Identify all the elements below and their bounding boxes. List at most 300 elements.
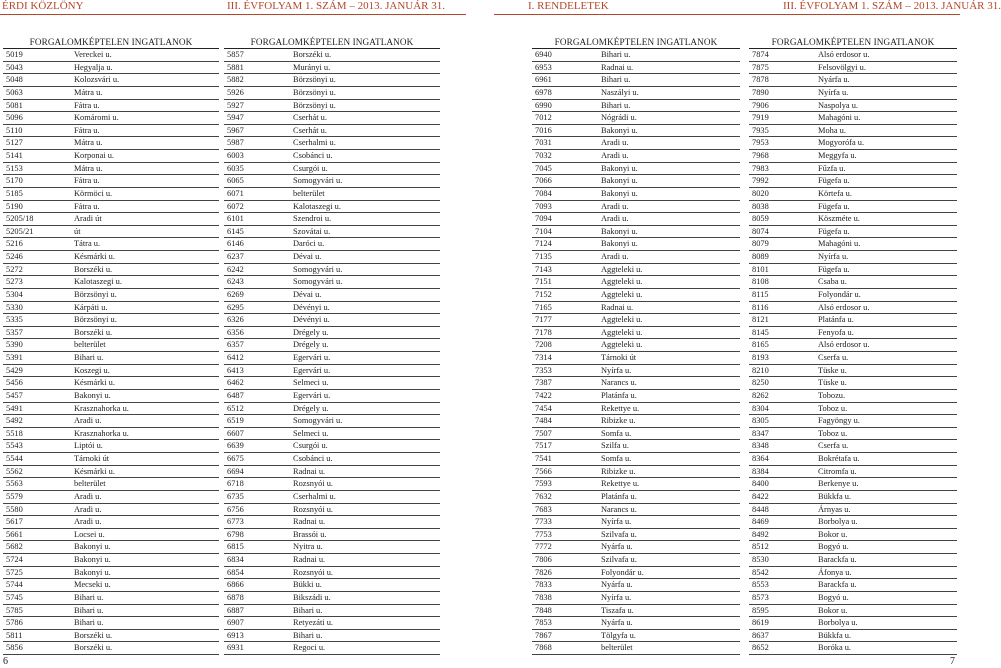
- parcel-number: 6866: [227, 580, 244, 590]
- table-row: [224, 87, 440, 100]
- issue-info-right: III. ÉVFOLYAM 1. SZÁM – 2013. JANUÁR 31.: [783, 0, 1001, 12]
- street-name: Bihari u.: [74, 605, 104, 615]
- table-row: [749, 87, 957, 100]
- table-row: [3, 554, 219, 567]
- page-number-right: 7: [950, 656, 955, 667]
- street-name: Bakonyi u.: [601, 226, 638, 236]
- street-name: Tiszafa u.: [601, 605, 634, 615]
- parcel-number: 6242: [227, 264, 244, 274]
- parcel-number: 6487: [227, 390, 244, 400]
- parcel-number: 5579: [6, 491, 23, 501]
- street-name: Bükkfa u.: [818, 491, 852, 501]
- street-name: Daróci u.: [293, 239, 325, 249]
- table-row: [224, 175, 440, 188]
- street-name: Fügefa u.: [818, 226, 850, 236]
- street-name: Nyírfa u.: [601, 517, 632, 527]
- parcel-number: 6675: [227, 454, 244, 463]
- street-name: Drégely u.: [293, 340, 329, 350]
- parcel-number: 8553: [752, 580, 769, 590]
- street-name: Fügefa u.: [818, 176, 850, 186]
- parcel-number: 5141: [6, 151, 23, 160]
- street-name: Bihari u.: [601, 50, 631, 59]
- parcel-number: 5081: [6, 100, 23, 110]
- parcel-number: 5304: [6, 289, 23, 299]
- table-row: [532, 403, 740, 416]
- street-name: Börzsönyi u.: [293, 75, 336, 85]
- table-row: [3, 201, 219, 214]
- table-row: [532, 478, 740, 491]
- table-row: [532, 74, 740, 87]
- table-row: [749, 617, 957, 630]
- parcel-number: 7454: [535, 403, 552, 413]
- publication-title: ÉRDI KÖZLÖNY: [2, 0, 84, 12]
- parcel-number: 6834: [227, 555, 244, 564]
- table-row: [532, 630, 740, 643]
- street-name: Mátra u.: [74, 138, 103, 148]
- street-name: Radnai u.: [601, 62, 634, 72]
- parcel-number: 6326: [227, 315, 244, 325]
- street-name: Hegyalja u.: [74, 62, 113, 72]
- street-name: Egervári u.: [293, 390, 331, 400]
- street-name: Radnai u.: [293, 555, 326, 564]
- parcel-number: 5216: [6, 239, 23, 249]
- street-name: Körmöci u.: [74, 188, 113, 198]
- street-name: Somfa u.: [601, 428, 632, 438]
- table-row: [532, 100, 740, 113]
- table-row: [224, 529, 440, 542]
- street-name: Csobánci u.: [293, 454, 333, 463]
- table-row: [532, 226, 740, 239]
- street-name: Retyezáti u.: [293, 618, 333, 628]
- parcel-number: 6146: [227, 239, 244, 249]
- parcel-number: 8573: [752, 592, 769, 602]
- table-row: [749, 327, 957, 340]
- parcel-number: 7353: [535, 365, 552, 375]
- street-name: Nyírfa u.: [818, 87, 849, 97]
- street-name: Rekettye u.: [601, 403, 640, 413]
- parcel-number: 6978: [535, 87, 552, 97]
- street-name: Naspolya u.: [818, 100, 859, 110]
- street-name: Késmárki u.: [74, 466, 115, 476]
- street-name: Korponai u.: [74, 151, 115, 160]
- table-row: [532, 201, 740, 214]
- street-name: út: [74, 226, 81, 236]
- table-row: [532, 238, 740, 251]
- street-name: Bihari u.: [74, 592, 104, 602]
- table-row: [3, 390, 219, 403]
- table-row: [3, 150, 219, 163]
- parcel-number: 7919: [752, 113, 769, 123]
- street-name: belterület: [74, 340, 106, 350]
- table-row: [3, 617, 219, 630]
- table-row: [224, 365, 440, 378]
- table-row: [224, 440, 440, 453]
- parcel-number: 7935: [752, 125, 769, 135]
- parcel-number: 6462: [227, 378, 244, 388]
- table-row: [749, 314, 957, 327]
- parcel-number: 7868: [535, 643, 552, 653]
- street-name: belterület: [293, 188, 325, 198]
- table-row: [224, 504, 440, 517]
- street-name: Fügefa u.: [818, 201, 850, 211]
- table-row: [224, 74, 440, 87]
- table-row: [532, 592, 740, 605]
- parcel-number: 5170: [6, 176, 23, 186]
- table-row: [3, 541, 219, 554]
- table-row: [3, 251, 219, 264]
- street-name: Bihari u.: [74, 618, 104, 628]
- table-column-4: [749, 36, 957, 655]
- parcel-number: 5153: [6, 163, 23, 173]
- table-row: [224, 605, 440, 618]
- parcel-number: 6931: [227, 643, 244, 653]
- street-name: Borszéki u.: [74, 630, 113, 640]
- street-name: Nyárfa u.: [601, 542, 633, 552]
- table-row: [532, 567, 740, 580]
- table-row: [224, 251, 440, 264]
- parcel-number: 6413: [227, 365, 244, 375]
- street-name: Bokor u.: [818, 529, 848, 539]
- table-row: [749, 415, 957, 428]
- street-name: Köszméte u.: [818, 214, 860, 224]
- street-name: Rekettye u.: [601, 479, 640, 489]
- table-row: [224, 100, 440, 113]
- parcel-number: 8089: [752, 252, 769, 261]
- table-row: [532, 163, 740, 176]
- parcel-number: 5562: [6, 466, 23, 476]
- parcel-number: 7874: [752, 50, 769, 59]
- parcel-number: 7833: [535, 580, 552, 590]
- parcel-number: 5882: [227, 75, 244, 85]
- parcel-number: 6940: [535, 50, 552, 59]
- street-name: Alsó erdosor u.: [818, 340, 870, 350]
- street-name: Aradi u.: [74, 517, 102, 527]
- table-row: [3, 403, 219, 416]
- parcel-number: 7484: [535, 416, 552, 426]
- street-name: Radnai u.: [601, 302, 634, 312]
- table-row: [3, 226, 219, 239]
- table-row: [532, 264, 740, 277]
- table-row: [532, 365, 740, 378]
- table-row: [224, 276, 440, 289]
- table-row: [3, 415, 219, 428]
- parcel-number: 7541: [535, 454, 552, 463]
- street-name: Bakonyi u.: [74, 542, 111, 552]
- parcel-number: 5492: [6, 416, 23, 426]
- parcel-number: 6913: [227, 630, 244, 640]
- parcel-number: 8364: [752, 454, 769, 463]
- parcel-number: 6295: [227, 302, 244, 312]
- table-row: [532, 188, 740, 201]
- street-name: Ribizke u.: [601, 466, 636, 476]
- street-name: Fűzfa u.: [818, 163, 846, 173]
- street-name: Bogyó u.: [818, 542, 849, 552]
- street-name: Cserfa u.: [818, 441, 849, 451]
- header-rule-left: [0, 14, 466, 15]
- table-row: [532, 504, 740, 517]
- parcel-number: 6145: [227, 226, 244, 236]
- parcel-number: 5429: [6, 365, 23, 375]
- parcel-number: 5543: [6, 441, 23, 451]
- table-row: [3, 377, 219, 390]
- parcel-number: 6071: [227, 188, 244, 198]
- parcel-number: 5987: [227, 138, 244, 148]
- street-name: Murányi u.: [293, 62, 331, 72]
- street-name: Tátra u.: [74, 239, 101, 249]
- table-row: [3, 188, 219, 201]
- table-row: [749, 592, 957, 605]
- parcel-number: 6035: [227, 163, 244, 173]
- street-name: Bikszádi u.: [293, 592, 331, 602]
- table-row: [224, 264, 440, 277]
- street-name: Fagyöngy u.: [818, 416, 860, 426]
- parcel-number: 8079: [752, 239, 769, 249]
- street-name: Bakonyi u.: [601, 239, 638, 249]
- table-row: [532, 466, 740, 479]
- table-row: [749, 428, 957, 441]
- parcel-number: 7853: [535, 618, 552, 628]
- table-row: [224, 390, 440, 403]
- table-row: [224, 567, 440, 580]
- table-row: [224, 415, 440, 428]
- street-name: Radnai u.: [293, 466, 326, 476]
- table-row: [749, 516, 957, 529]
- street-name: Áfonya u.: [818, 567, 852, 577]
- parcel-number: 6694: [227, 466, 244, 476]
- table-row: [749, 466, 957, 479]
- parcel-number: 7124: [535, 239, 552, 249]
- street-name: Bakonyi u.: [74, 567, 111, 577]
- table-row: [3, 87, 219, 100]
- table-row: [532, 213, 740, 226]
- parcel-number: 8145: [752, 327, 769, 337]
- parcel-number: 8115: [752, 289, 769, 299]
- street-name: Cserhalmi u.: [293, 491, 336, 501]
- parcel-number: 6990: [535, 100, 552, 110]
- street-name: Mátra u.: [74, 87, 103, 97]
- parcel-number: 8059: [752, 214, 769, 224]
- street-name: Fátra u.: [74, 176, 100, 186]
- street-name: Somogyvári u.: [293, 416, 343, 426]
- parcel-number: 7104: [535, 226, 552, 236]
- table-row: [224, 579, 440, 592]
- parcel-number: 7983: [752, 163, 769, 173]
- table-row: [224, 642, 440, 655]
- street-name: Bihari u.: [601, 75, 631, 85]
- parcel-number: 5205/18: [6, 214, 34, 224]
- street-name: Nógrádi u.: [601, 113, 637, 123]
- parcel-number: 8193: [752, 353, 769, 362]
- street-name: Borszéki u.: [74, 264, 113, 274]
- street-name: Fenyofa u.: [818, 327, 854, 337]
- street-name: Cserfa u.: [818, 353, 849, 362]
- parcel-number: 8074: [752, 226, 769, 236]
- table-row: [749, 264, 957, 277]
- table-row: [224, 516, 440, 529]
- street-name: Bogyó u.: [818, 592, 849, 602]
- parcel-number: 7875: [752, 62, 769, 72]
- street-name: Dévai u.: [293, 252, 322, 261]
- street-name: Selmeci u.: [293, 378, 329, 388]
- parcel-number: 7632: [535, 491, 552, 501]
- street-name: Aggteleki u.: [601, 289, 643, 299]
- parcel-number: 6718: [227, 479, 244, 489]
- table-row: [224, 428, 440, 441]
- parcel-number: 7177: [535, 315, 552, 325]
- parcel-number: 5947: [227, 113, 244, 123]
- parcel-number: 5457: [6, 390, 23, 400]
- parcel-number: 5811: [6, 630, 23, 640]
- street-name: Fügefa u.: [818, 264, 850, 274]
- parcel-number: 5491: [6, 403, 23, 413]
- street-name: Komáromi u.: [74, 113, 119, 123]
- parcel-number: 6773: [227, 517, 244, 527]
- parcel-number: 7143: [535, 264, 552, 274]
- table-row: [749, 188, 957, 201]
- street-name: Narancs u.: [601, 378, 637, 388]
- table-row: [3, 529, 219, 542]
- table-row: [224, 377, 440, 390]
- street-name: Dévényi u.: [293, 302, 330, 312]
- parcel-number: 7848: [535, 605, 552, 615]
- street-name: Cserhát u.: [293, 113, 327, 123]
- parcel-number: 6815: [227, 542, 244, 552]
- table-row: [532, 516, 740, 529]
- parcel-number: 5272: [6, 264, 23, 274]
- table-row: [749, 175, 957, 188]
- table-row: [532, 49, 740, 62]
- street-name: Liptói u.: [74, 441, 103, 451]
- parcel-number: 7992: [752, 176, 769, 186]
- street-name: Bakonyi u.: [601, 176, 638, 186]
- parcel-number: 6798: [227, 529, 244, 539]
- street-name: Drégely u.: [293, 403, 329, 413]
- section-title: I. RENDELETEK: [528, 0, 609, 12]
- header-rule-right: [494, 14, 960, 15]
- parcel-number: 5724: [6, 555, 23, 564]
- table-row: [749, 276, 957, 289]
- table-row: [224, 49, 440, 62]
- street-name: Barackfa u.: [818, 555, 857, 564]
- street-name: Nyárfa u.: [818, 75, 850, 85]
- parcel-number: 5927: [227, 100, 244, 110]
- street-name: belterület: [601, 643, 633, 653]
- table-row: [749, 125, 957, 138]
- parcel-number: 6101: [227, 214, 244, 224]
- street-name: Aradi u.: [74, 416, 102, 426]
- table-row: [224, 188, 440, 201]
- table-row: [224, 289, 440, 302]
- parcel-number: 7890: [752, 87, 769, 97]
- table-row: [532, 491, 740, 504]
- table-row: [224, 62, 440, 75]
- parcel-number: 7031: [535, 138, 552, 148]
- table-row: [3, 491, 219, 504]
- parcel-number: 8038: [752, 201, 769, 211]
- street-name: Csobánci u.: [293, 151, 333, 160]
- parcel-number: 8348: [752, 441, 769, 451]
- street-name: Bihari u.: [293, 630, 323, 640]
- street-name: Bakonyi u.: [74, 390, 111, 400]
- table-row: [749, 377, 957, 390]
- table-row: [749, 541, 957, 554]
- table-row: [3, 276, 219, 289]
- street-name: Fátra u.: [74, 201, 100, 211]
- table-row: [532, 453, 740, 466]
- parcel-number: 5391: [6, 353, 23, 362]
- table-row: [532, 289, 740, 302]
- parcel-number: 5967: [227, 125, 244, 135]
- parcel-number: 6519: [227, 416, 244, 426]
- table-row: [3, 516, 219, 529]
- parcel-number: 6639: [227, 441, 244, 451]
- street-name: Kolozsvári u.: [74, 75, 120, 85]
- table-row: [532, 428, 740, 441]
- table-row: [749, 49, 957, 62]
- table-row: [532, 251, 740, 264]
- table-row: [749, 504, 957, 517]
- parcel-number: 5785: [6, 605, 23, 615]
- street-name: Aggteleki u.: [601, 327, 643, 337]
- street-name: Mogyorófa u.: [818, 138, 865, 148]
- parcel-number: 7683: [535, 504, 552, 514]
- table-row: [3, 289, 219, 302]
- parcel-number: 7178: [535, 327, 552, 337]
- parcel-number: 8542: [752, 567, 769, 577]
- table-title: FORGALOMKÉPTELEN INGATLANOK: [532, 36, 740, 49]
- table-row: [3, 504, 219, 517]
- table-row: [3, 440, 219, 453]
- table-row: [749, 302, 957, 315]
- table-row: [224, 466, 440, 479]
- parcel-number: 8619: [752, 618, 769, 628]
- street-name: Csurgói u.: [293, 163, 328, 173]
- table-row: [532, 327, 740, 340]
- street-name: Szovátai u.: [293, 226, 331, 236]
- table-row: [749, 251, 957, 264]
- table-row: [3, 137, 219, 150]
- table-row: [3, 327, 219, 340]
- parcel-number: 5682: [6, 542, 23, 552]
- parcel-number: 5544: [6, 454, 23, 463]
- table-row: [224, 630, 440, 643]
- street-name: Citromfa u.: [818, 466, 857, 476]
- street-name: Egervári u.: [293, 365, 331, 375]
- table-row: [749, 440, 957, 453]
- parcel-number: 6907: [227, 618, 244, 628]
- parcel-number: 7507: [535, 428, 552, 438]
- table-row: [532, 339, 740, 352]
- parcel-number: 5744: [6, 580, 23, 590]
- parcel-number: 7045: [535, 163, 552, 173]
- parcel-number: 5273: [6, 277, 23, 287]
- parcel-number: 8492: [752, 529, 769, 539]
- table-row: [749, 339, 957, 352]
- street-name: Naszályi u.: [601, 87, 639, 97]
- parcel-number: 7387: [535, 378, 552, 388]
- table-row: [224, 554, 440, 567]
- street-name: Kalotaszegi u.: [293, 201, 341, 211]
- table-row: [749, 491, 957, 504]
- table-row: [3, 453, 219, 466]
- parcel-number: 7152: [535, 289, 552, 299]
- street-name: Berkenye u.: [818, 479, 859, 489]
- parcel-number: 7838: [535, 592, 552, 602]
- parcel-number: 8116: [752, 302, 769, 312]
- street-name: Aggteleki u.: [601, 277, 643, 287]
- table-row: [3, 605, 219, 618]
- street-name: Börzsönyi u.: [293, 100, 336, 110]
